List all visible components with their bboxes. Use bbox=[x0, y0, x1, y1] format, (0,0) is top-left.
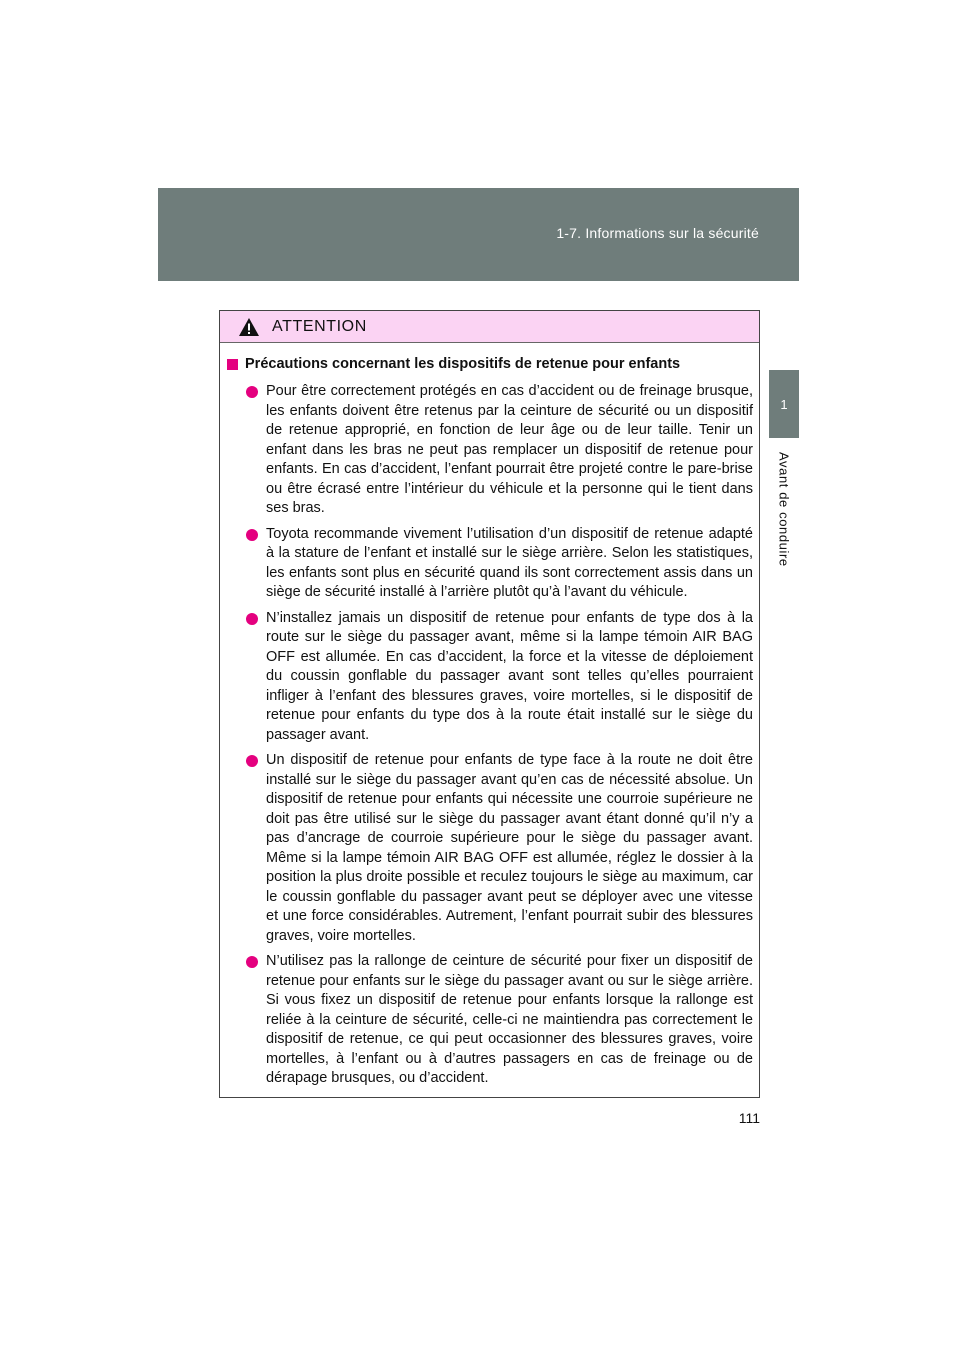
list-item-text: Toyota recommande vivement l’utilisation d’un dispositif de retenue adapté à la stature de l’enfant et installé sur le siège arrière. Selon les statistiques, les enfants sont plus en sécurité quand ils sont correctement assis dans un siège de sécurité installé à l’arrière plutôt qu’à l’avant du véhicule. bbox=[266, 525, 753, 600]
list-item bbox=[227, 952, 753, 1089]
bullet-icon bbox=[246, 613, 258, 625]
list-item-text: N’installez jamais un dispositif de retenue pour enfants de type dos à la route sur le siège du passager avant, même si la lampe témoin AIR BAG OFF est allumée. En cas d’accident, la force et la vitesse de déploiement du coussin gonflable du passager avant sont telles qu’elles pourraient infliger à l’enfant des blessures graves, voire mortelles, si le dispositif de retenue pour enfants du type dos à la route était installé sur le siège du passager avant. bbox=[266, 609, 753, 743]
chapter-label: Avant de conduire bbox=[776, 452, 792, 567]
warning-title: ATTENTION bbox=[272, 317, 367, 335]
list-item bbox=[227, 609, 753, 746]
bullet-icon bbox=[246, 529, 258, 541]
list-item bbox=[227, 751, 753, 946]
list-item-text: N’utilisez pas la rallonge de ceinture de sécurité pour fixer un dispositif de retenue pour enfants sur le siège du passager avant ou sur le siège arrière. Si vous fixez un dispositif de retenue pour enfants lorsque la rallonge est reliée à la ceinture de sécurité, celle-ci ne maintiendra pas correctement le dispositif de retenue, ce qui peut occasionner des blessures graves, voire mortelles, à l’enfant ou à d’autres passagers en cas de freinage ou de dérapage brusques, ou d’accident. bbox=[266, 953, 753, 1086]
bullet-icon bbox=[246, 956, 258, 968]
list-item-text: Un dispositif de retenue pour enfants de type face à la route ne doit être installé sur le siège du passager avant qu’en cas de nécessité absolue. Un dispositif de retenue pour enfants qui nécessite une courroie supérieure ne doit pas être utilisé sur le siège du passager avant étant donné qu’il n’y a pas d’ancrage de courroie supérieure pour le siège du passager avant. Même si la lampe témoin AIR BAG OFF est allumée, réglez le dossier à la position la plus droite possible et reculez toujours le siège au maximum, car le coussin gonflable du passager avant peut se déployer avec une vitesse et une force considérables. Autrement, l’enfant pourrait subir des blessures graves, voire mortelles. bbox=[266, 752, 753, 944]
section-heading-text: Précautions concernant les dispositifs de retenue pour enfants bbox=[245, 356, 681, 372]
list-item bbox=[227, 525, 753, 603]
warning-body bbox=[220, 343, 759, 1089]
header-band bbox=[158, 188, 799, 281]
bullet-icon bbox=[246, 386, 258, 398]
warning-box bbox=[219, 310, 760, 1098]
section-title: 1-7. Informations sur la sécurité bbox=[556, 225, 759, 241]
section-heading bbox=[227, 355, 753, 374]
warning-triangle-icon bbox=[238, 317, 260, 337]
chapter-tab bbox=[769, 370, 799, 438]
chapter-number: 1 bbox=[780, 396, 788, 412]
list-item bbox=[227, 382, 753, 519]
warning-header bbox=[220, 311, 759, 343]
list-item-text: Pour être correctement protégés en cas d’accident ou de freinage brusque, les enfants doivent être retenus par la ceinture de sécurité ou un dispositif de retenue approprié, en fonction de leur âge ou de leur taille. Tenir un enfant dans les bras ne peut pas remplacer un dispositif de retenue pour enfants. En cas d’accident, l’enfant pourrait être projeté contre le pare-brise ou être écrasé entre l’intérieur du véhicule et la personne qui le tient dans ses bras. bbox=[266, 383, 753, 516]
page-number: 111 bbox=[738, 1110, 760, 1126]
square-bullet-icon bbox=[227, 359, 238, 370]
bullet-icon bbox=[246, 755, 258, 767]
